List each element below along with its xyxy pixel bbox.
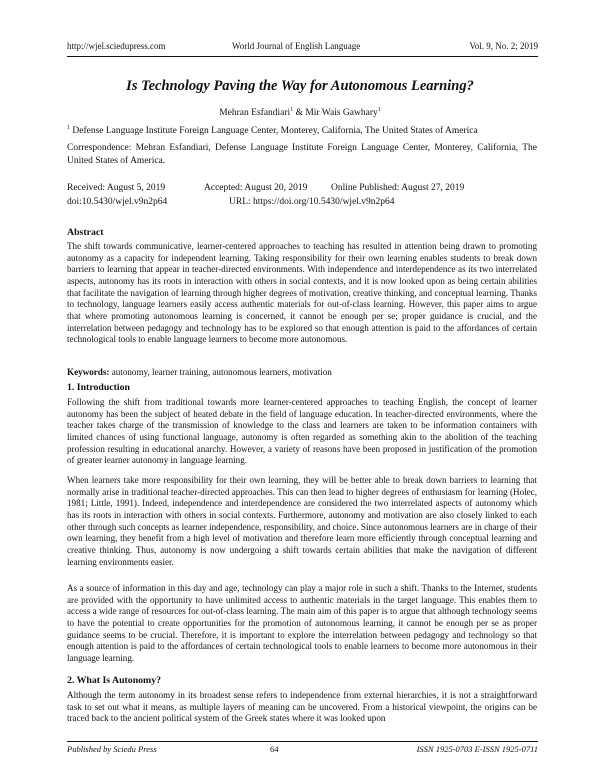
dates-row — [67, 183, 537, 195]
affiliation — [67, 125, 537, 136]
published-date: Online Published: August 27, 2019 — [331, 183, 465, 193]
received-date: Received: August 5, 2019 — [67, 183, 166, 193]
article-title: Is Technology Paving the Way for Autonomous Learning? — [126, 78, 474, 94]
journal-name: World Journal of English Language — [232, 41, 361, 51]
section-1-paragraph-1: Following the shift from traditional towards more learner-centered approaches to teaching English, the concept of learner autonomy has been the subject of heated debate in the field of language education. In teacher-directed environments, where the teacher takes charge of the transmission of knowledge to the class and learners are taken to be information containers with limited chances of using functional language, autonomy is often regarded as something akin to the abolition of the teaching profession resulting in educational anarchy. However, a variety of reasons have been proposed in justification of the promotion of greater learner autonomy in language learning. — [67, 397, 537, 466]
doi[interactable]: doi:10.5430/wjel.v9n2p64 — [67, 197, 168, 207]
section-2-paragraph-1: Although the term autonomy in its broadest sense refers to independence from external hierarchies, it is not a straightforward task to set out what it means, as multiple layers of meaning can be uncovered. From a historical viewpoint, the origins can be traced back to the ancient political system of the Greek states where it was looked upon — [67, 690, 537, 724]
section-1-paragraph-2: When learners take more responsibility for their own learning, they will be better able to break down barriers to learning that normally arise in traditional teacher-directed approaches. This can then lead to higher degrees of enthusiasm for learning (Holec, 1981; Little, 1991). Indeed, independence and interdependence are considered the two interrelated aspects of autonomy which has its roots in interaction with others in social contexts. Furthermore, autonomy and motivation are also closely linked to each other through such concepts as learner independence, responsibility, and choice. Since autonomous learners are in charge of their own learning, they benefit from a high level of motivation and therefore learn more efficiently through conceptual learning and creative thinking. Thus, autonomy is now undergoing a shift towards certain abilities that make the navigation of different learning environments easier. — [67, 475, 537, 567]
page-number: 64 — [270, 744, 279, 754]
keywords — [67, 367, 537, 379]
journal-url[interactable]: http://wjel.sciedupress.com — [67, 41, 166, 51]
accepted-date: Accepted: August 20, 2019 — [204, 183, 308, 193]
affiliation-text: Defense Language Institute Foreign Language Center, Monterey, California, The United States of America — [72, 126, 478, 137]
author-1: Mehran Esfandiari — [219, 108, 291, 119]
correspondence: Correspondence: Mehran Esfandiari, Defense Language Institute Foreign Language Center, Monterey, California, The United States of America. — [67, 143, 537, 166]
abstract-heading: Abstract — [67, 227, 104, 238]
author-separator: & — [293, 108, 306, 119]
page-footer — [67, 744, 538, 756]
section-2-heading: 2. What Is Autonomy? — [67, 675, 161, 686]
header-rule — [67, 56, 538, 57]
author-1-affil: 1 — [290, 107, 294, 113]
running-header — [67, 41, 538, 53]
issn: ISSN 1925-0703 E-ISSN 1925-0711 — [416, 744, 538, 754]
publisher: Published by Sciedu Press — [67, 744, 157, 754]
author-2-affil: 1 — [377, 107, 381, 113]
keywords-label: Keywords: — [67, 367, 110, 377]
abstract-body: The shift towards communicative, learner-centered approaches to teaching has resulted in attention being drawn to promoting autonomy as a capacity for independent learning. Taking responsibility for their own learning enables students to break down barriers to learning that appear in teacher-directed environments. With independence and interdependence as its two interrelated aspects, autonomy has its roots in interaction with others in social contexts, and it is now looked upon as being certain abilities that facilitate the navigation of learning through higher degrees of motivation, creative thinking, and conceptual learning. Thanks to technology, language learners easily access authentic materials for out-of-class learning. However, this paper aims to argue that where promoting autonomous learning is concerned, it cannot be enough per se; proper guidance is crucial, and the interrelation between pedagogy and technology has to be explored so that enough attention is paid to the affordances of certain technological tools to enable language learners to become more autonomous. — [67, 241, 537, 345]
footer-rule — [67, 741, 538, 742]
author-line — [0, 107, 600, 118]
doi-row — [67, 197, 537, 209]
affiliation-marker: 1 — [67, 125, 70, 131]
author-2: Mir Wais Gawhary — [305, 108, 378, 119]
volume-info: Vol. 9, No. 2; 2019 — [469, 41, 538, 51]
keywords-text: autonomy, learner training, autonomous learners, motivation — [111, 367, 332, 377]
section-1-heading: 1. Introduction — [67, 382, 130, 393]
section-1-paragraph-3: As a source of information in this day and age, technology can play a major role in such a shift. Thanks to the Internet, students are provided with the opportunity to have unlimited access to authentic materials in the target language. This enables them to access a wide range of resources for out-of-class learning. The main aim of this paper is to argue that although technology seems to have the potential to create opportunities for the promotion of autonomous learning, it cannot be enough per se as proper guidance seems to be crucial. Therefore, it is important to explore the interrelation between pedagogy and technology so that enough attention is paid to the affordances of certain technological tools to enable learners to become more autonomous in their language learning. — [67, 583, 537, 663]
doi-url[interactable]: URL: https://doi.org/10.5430/wjel.v9n2p64 — [229, 197, 395, 207]
